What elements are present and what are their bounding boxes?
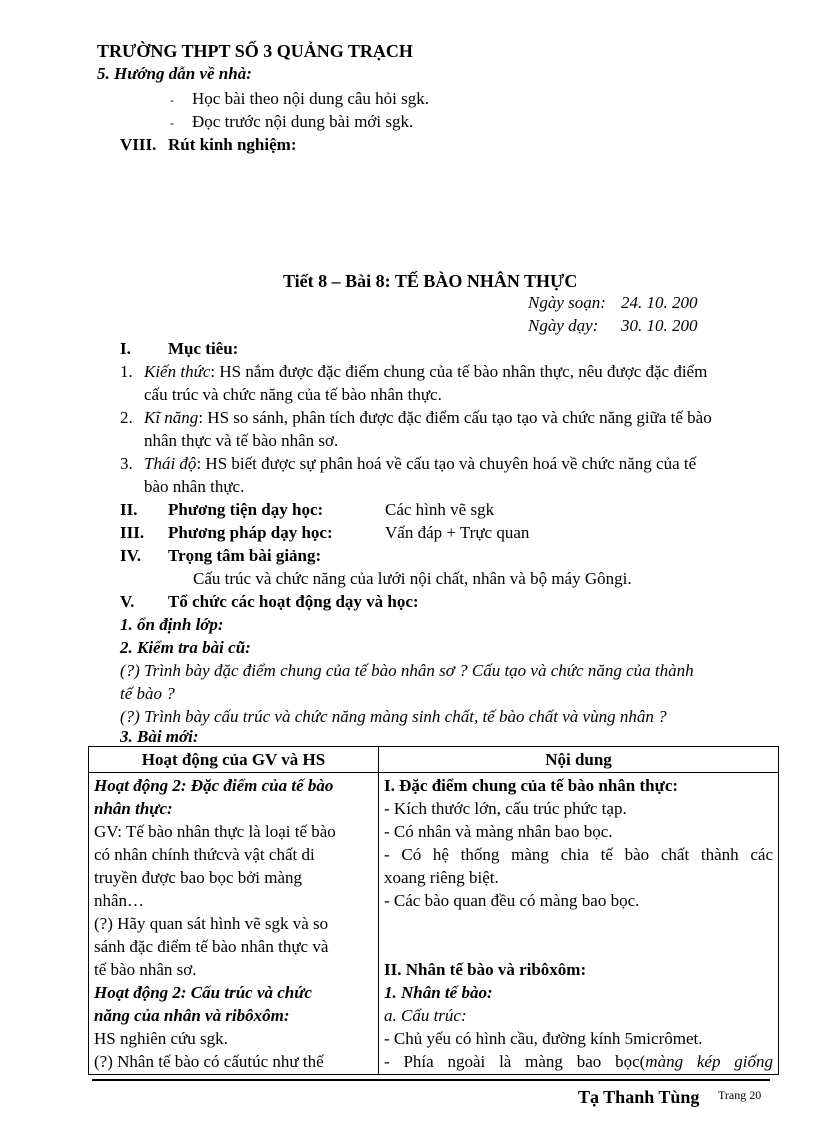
- objective-item: 2. Kĩ năng: HS so sánh, phân tích được đặc điểm cấu tạo tạo và chức năng giữa tế bào: [120, 408, 712, 427]
- column-header: Hoạt động của GV và HS: [89, 747, 379, 773]
- objective-item-cont: bào nhân thực.: [144, 477, 245, 496]
- section-focus: IV. Trọng tâm bài giảng:: [120, 546, 322, 565]
- objective-item-cont: cấu trúc và chức năng của tế bào nhân thực.: [144, 385, 442, 404]
- content-cell: I. Đặc điểm chung của tế bào nhân thực: - Kích thước lớn, cấu trúc phức tạp. - Có nhân và màng nhân bao bọc. - Có hệ thống màng chia tế bào chất thành các xoang riêng biệt. - Các bào quan đều có màng bao bọc. II. Nhân tế bào và ribôxôm: 1. Nhân tế bào: a. Cấu trúc: - Chủ yếu có hình cầu, đường kính 5micrômet. - Phía ngoài là màng bao bọc(màng kép giống: [379, 773, 779, 1075]
- author-name: Tạ Thanh Tùng: [578, 1087, 700, 1107]
- teacher-student-activities-cell: Hoạt động 2: Đặc điểm của tế bào nhân thực: GV: Tế bào nhân thực là loại tế bào có nhân chính thứcvà vật chất di truyền được bao bọc bởi màng nhân… (?) Hãy quan sát hình vẽ sgk và so sánh đặc điểm tế bào nhân thực và tế bào nhân sơ. Hoạt động 2: Cấu trúc và chức năng của nhân và ribôxôm: HS nghiên cứu sgk. (?) Nhân tế bào có cấutúc như thế: [89, 773, 379, 1075]
- step-class-stabilization: 1. ổn định lớp:: [120, 615, 224, 634]
- section-teaching-methods: III. Phương pháp dạy học: Vấn đáp + Trực quan: [120, 523, 530, 542]
- school-name: TRƯỜNG THPT SỐ 3 QUẢNG TRẠCH: [97, 41, 413, 61]
- homework-item: - Học bài theo nội dung câu hỏi sgk.: [170, 89, 430, 108]
- review-question: (?) Trình bày cấu trúc và chức năng màng sinh chất, tế bào chất và vùng nhân ?: [120, 707, 667, 726]
- lesson-title: Tiết 8 – Bài 8: TẾ BÀO NHÂN THỰC: [283, 271, 578, 291]
- experience-heading: VIII. Rút kinh nghiệm:: [120, 135, 297, 154]
- homework-item: - Đọc trước nội dung bài mới sgk.: [170, 112, 414, 131]
- homework-title: 5. Hướng dẫn về nhà:: [97, 64, 252, 83]
- table-header-row: [89, 747, 779, 773]
- section-activities: V. Tổ chức các hoạt động dạy và học:: [120, 592, 419, 611]
- objectives-heading: I. Mục tiêu:: [120, 339, 239, 358]
- teach-date-line: Ngày dạy: 30. 10. 200: [528, 316, 698, 335]
- objective-item-cont: nhân thực và tế bào nhân sơ.: [144, 431, 339, 450]
- objective-item: 1. Kiến thức: HS nắm được đặc điểm chung của tế bào nhân thực, nêu được đặc điểm: [120, 362, 708, 381]
- objective-item: 3. Thái độ: HS biết được sự phân hoá về cấu tạo và chuyên hoá về chức năng của tế: [120, 454, 697, 473]
- column-header: Nội dung: [379, 747, 779, 773]
- page-number: Trang 20: [718, 1088, 762, 1102]
- section-focus-value: Cấu trúc và chức năng của lưới nội chất, nhân và bộ máy Gôngi.: [193, 569, 632, 588]
- dash-bullet: -: [170, 92, 174, 107]
- table-row: [89, 773, 779, 1075]
- prep-date-line: Ngày soạn: 24. 10. 200: [528, 293, 698, 312]
- review-question-cont: tế bào ?: [120, 684, 175, 703]
- review-question: (?) Trình bày đặc điểm chung của tế bào nhân sơ ? Cấu tạo và chức năng của thành: [120, 661, 694, 680]
- step-new-lesson: 3. Bài mới:: [120, 727, 199, 746]
- step-old-lesson-check: 2. Kiểm tra bài cũ:: [120, 638, 251, 657]
- lesson-activity-table: [88, 746, 779, 1075]
- footer-divider: [92, 1079, 770, 1081]
- dash-bullet: -: [170, 115, 174, 130]
- section-teaching-aids: II. Phương tiện dạy học: Các hình vẽ sgk: [120, 500, 495, 519]
